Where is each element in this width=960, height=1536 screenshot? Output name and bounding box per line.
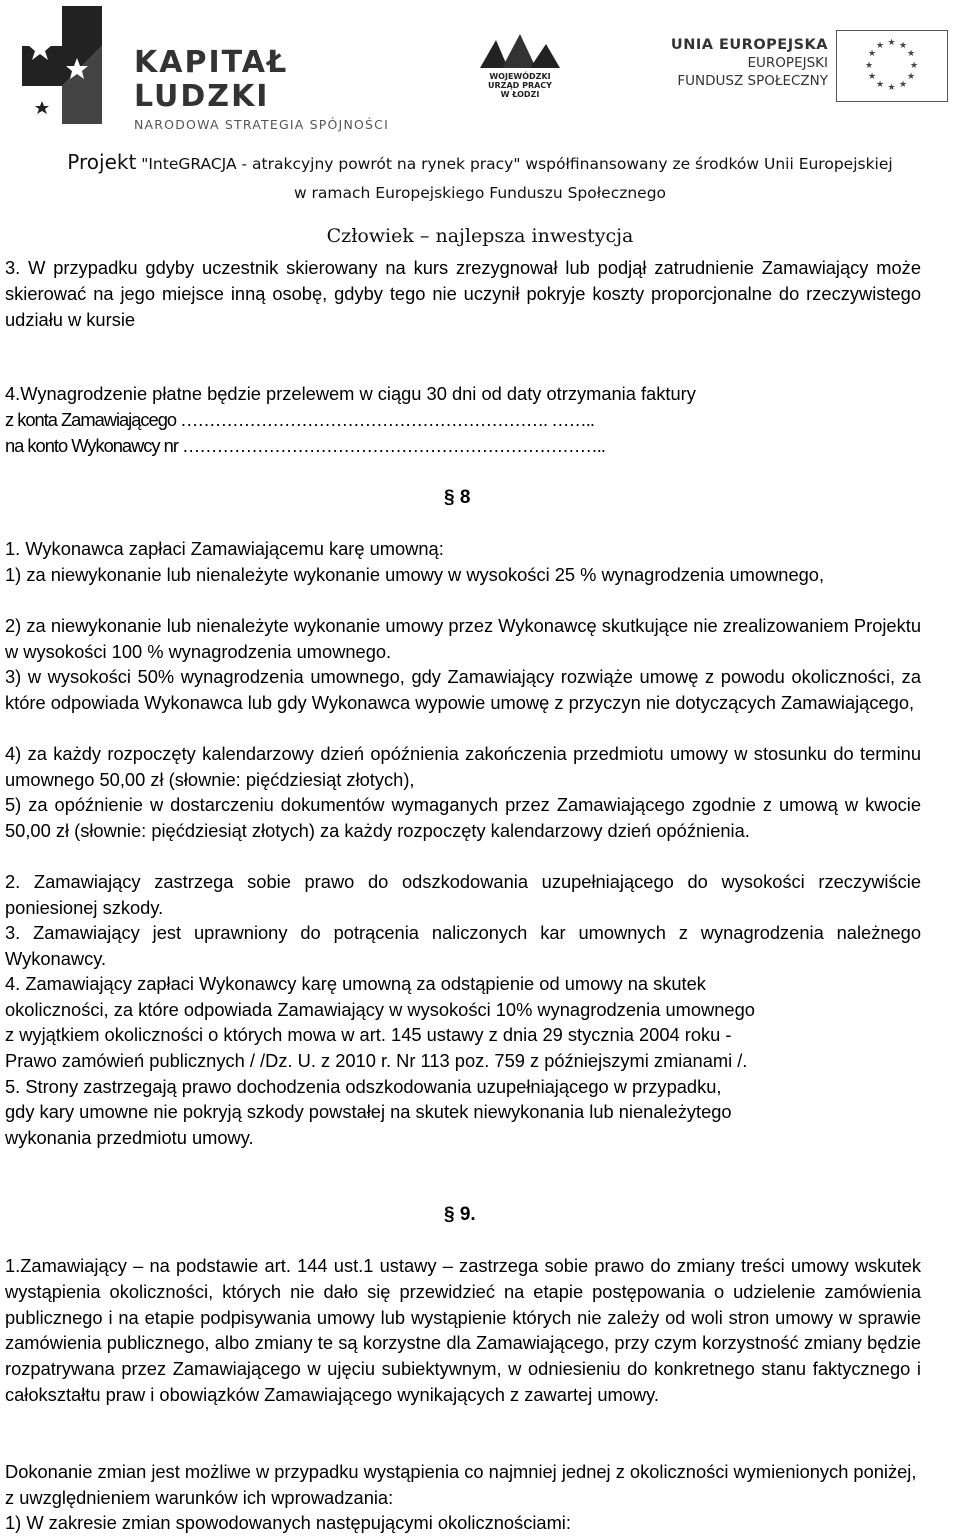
s8-paragraph-4-line-3: z wyjątkiem okoliczności o których mowa w art. 145 ustawy z dnia 29 stycznia 2004 roku - bbox=[5, 1024, 732, 1045]
paragraph-4-line-2: z konta Zamawiającego ………………………………………………………. …….. bbox=[5, 409, 594, 430]
eu-line-3: FUNDUSZ SPOŁECZNY bbox=[677, 73, 828, 89]
s9-paragraph-2: Dokonanie zmian jest możliwe w przypadku wystąpienia co najmniej jednej z okoliczności wymienionych poniżej, z uwzględnieniem warunków ich wprowadzania: bbox=[5, 1461, 917, 1508]
s8-paragraph-5-line-1: 5. Strony zastrzegają prawo dochodzenia odszkodowania uzupełniającego w przypadku, bbox=[5, 1076, 722, 1097]
s8-paragraph-4-line-2: okoliczności, za które odpowiada Zamawiający w wysokości 10% wynagrodzenia umownego bbox=[5, 999, 755, 1020]
eu-flag-icon bbox=[836, 30, 948, 102]
s8-paragraph-5-line-3: wykonania przedmiotu umowy. bbox=[5, 1127, 254, 1148]
paragraph-4-line-1: 4.Wynagrodzenie płatne będzie przelewem w ciągu 30 dni od daty otrzymania faktury bbox=[5, 383, 696, 404]
wup-emblem-icon bbox=[474, 30, 566, 74]
svg-text:★: ★ bbox=[906, 49, 916, 59]
wup-line-3: W ŁODZI bbox=[500, 90, 540, 99]
svg-text:★: ★ bbox=[867, 49, 877, 59]
project-subtitle: w ramach Europejskiego Funduszu Społecznego bbox=[293, 184, 667, 202]
wup-line-1: WOJEWÓDZKI bbox=[489, 72, 551, 81]
s8-item-3: 3) w wysokości 50% wynagrodzenia umownego, gdy Zamawiający rozwiąże umowę z powodu okoliczności, za które odpowiada Wykonawca lub gdy Wykonawca wypowie umowę z przyczyn nie dotyczących Zamawiającego, bbox=[5, 666, 921, 713]
document-header bbox=[0, 0, 960, 247]
motto: Człowiek – najlepsza inwestycja bbox=[326, 225, 634, 247]
s8-paragraph-4-line-4: Prawo zamówień publicznych / /Dz. U. z 2010 r. Nr 113 poz. 759 z późniejszymi zmianami /. bbox=[5, 1050, 748, 1071]
eu-line-1: UNIA EUROPEJSKA bbox=[670, 37, 828, 53]
eu-line-2: EUROPEJSKI bbox=[747, 55, 828, 71]
section-9-heading: § 9. bbox=[444, 1204, 476, 1225]
wup-lodz-logo bbox=[474, 30, 566, 110]
wup-line-2: URZĄD PRACY bbox=[488, 81, 552, 90]
s8-item-5: 5) za opóźnienie w dostarczeniu dokumentów wymaganych przez Zamawiającego zgodnie z umową w kwocie 50,00 zł (słownie: pięćdziesiąt złotych) za każdy rozpoczęty kalendarzowy dzień opóźnienia. bbox=[5, 794, 921, 841]
svg-text:★: ★ bbox=[909, 61, 919, 71]
svg-text:★: ★ bbox=[898, 80, 908, 90]
svg-text:★: ★ bbox=[864, 61, 874, 71]
s9-paragraph-1: 1.Zamawiający – na podstawie art. 144 ust.1 ustawy – zastrzega sobie prawo do zmiany treści umowy wskutek wystąpienia okoliczności, których nie dało się przewidzieć na etapie postępowania o udzielenie zamówienia publicznego i na etapie podpisywania umowy lub wystąpienie których nie zależy od woli stron umowy w sprawie zamówienia publicznego, albo zmiany te są korzystne dla Zamawiającego, przy czym korzystność zmiany będzie rozpatrywana przez Zamawiającego w ujęciu subiektywnym, w odniesieniu do konkretnego stanu faktycznego i całokształtu praw i obowiązków Zamawiającego wynikających z zawartej umowy. bbox=[5, 1255, 921, 1405]
s8-paragraph-2: 2. Zamawiający zastrzega sobie prawo do odszkodowania uzupełniającego do wysokości rzeczywiście poniesionej szkody. bbox=[5, 871, 921, 918]
svg-text:★: ★ bbox=[906, 72, 916, 82]
kapital-ludzki-subtitle: NARODOWA STRATEGIA SPÓJNOŚCI bbox=[134, 117, 389, 132]
kapital-ludzki-logo bbox=[22, 6, 417, 132]
s8-paragraph-4-line-1: 4. Zamawiający zapłaci Wykonawcy karę umowną za odstąpienie od umowy na skutek bbox=[5, 973, 706, 994]
svg-text:★: ★ bbox=[867, 72, 877, 82]
eu-logo bbox=[668, 28, 953, 108]
s9-paragraph-3: 1) W zakresie zmian spowodowanych następującymi okolicznościami: bbox=[5, 1512, 571, 1533]
s8-item-4: 4) za każdy rozpoczęty kalendarzowy dzień opóźnienia zakończenia przedmiotu umowy w stosunku do terminu umownego 50,00 zł (słownie: pięćdziesiąt złotych), bbox=[5, 743, 921, 790]
svg-text:★: ★ bbox=[875, 80, 885, 90]
s8-paragraph-5-line-2: gdy kary umowne nie pokryją szkody powstałej na skutek niewykonania lub nienależytego bbox=[5, 1101, 732, 1122]
svg-text:★: ★ bbox=[887, 38, 896, 48]
svg-text:★: ★ bbox=[875, 41, 885, 51]
paragraph-3: 3. W przypadku gdyby uczestnik skierowany na kurs zrezygnował lub podjął zatrudnienie Zamawiający może skierować na jego miejsce inną osobę, gdyby tego nie uczynił pokryje koszty proporcjonalne do rzeczywistego udziału w kursie bbox=[5, 257, 921, 330]
paragraph-4-line-3: na konto Wykonawcy nr ……………………………………………………………….. bbox=[5, 435, 605, 456]
kapital-ludzki-title: KAPITAŁ LUDZKI bbox=[134, 45, 289, 114]
s8-paragraph-1: 1. Wykonawca zapłaci Zamawiającemu karę umowną: bbox=[5, 538, 444, 559]
s8-paragraph-3: 3. Zamawiający jest uprawniony do potrącenia naliczonych kar umownych z wynagrodzenia należnego Wykonawcy. bbox=[5, 922, 921, 969]
svg-text:★: ★ bbox=[887, 83, 896, 93]
s8-item-1: 1) za niewykonanie lub nienależyte wykonanie umowy w wysokości 25 % wynagrodzenia umownego, bbox=[5, 564, 825, 585]
section-8-heading: § 8 bbox=[444, 487, 471, 508]
svg-text:★: ★ bbox=[898, 41, 908, 51]
project-title bbox=[0, 151, 960, 175]
project-prefix: Projekt bbox=[67, 150, 137, 174]
kapital-ludzki-emblem-icon bbox=[22, 6, 132, 124]
project-line: "InteGRACJA - atrakcyjny powrót na rynek pracy" współfinansowany ze środków Unii Europejskiej bbox=[136, 155, 893, 173]
s8-item-2: 2) za niewykonanie lub nienależyte wykonanie umowy przez Wykonawcę skutkujące nie zrealizowaniem Projektu w wysokości 100 % wynagrodzenia umownego. bbox=[5, 615, 921, 662]
